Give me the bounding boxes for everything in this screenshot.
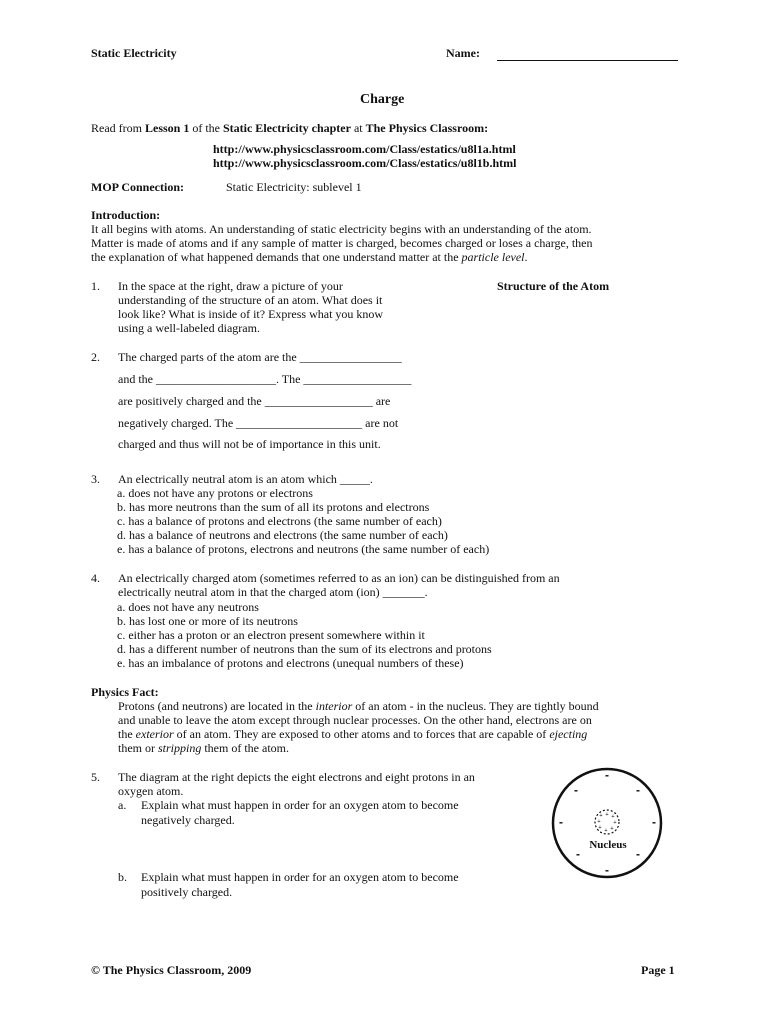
proton-8: + [599,813,603,819]
read-chapter: Static Electricity chapter [222,121,351,135]
read-from-line [91,121,488,135]
fact-l3a: the [118,727,136,741]
q5a-line-2: negatively charged. [141,813,235,827]
fact-l1a: Protons (and neutrons) are located in the [118,699,316,713]
proton-1: + [605,812,609,818]
fact-line-3 [118,727,587,741]
header-title: Static Electricity [91,46,177,60]
fact-l1c: of an atom - in the nucleus. They are tightly bound [352,699,599,713]
fact-heading: Physics Fact: [91,685,159,699]
q3-option-a: a. does not have any protons or electrons [117,486,313,500]
oxygen-atom-diagram [550,766,665,881]
electron-8: - [605,863,609,877]
electron-1: - [605,768,609,782]
intro-heading: Introduction: [91,208,161,222]
electron-2: - [574,783,578,797]
q3-option-e: e. has a balance of protons, electrons and neutrons (the same number of each) [117,542,490,556]
electron-3: - [636,783,640,797]
q4-option-b: b. has lost one or more of its neutrons [117,614,298,628]
proton-4: + [610,826,614,832]
q4-stem-2: electrically neutral atom in that the charged atom (ion) _______. [118,585,428,599]
q4-option-e: e. has an imbalance of protons and electrons (unequal numbers of these) [117,656,464,670]
q1-line-4: using a well-labeled diagram. [118,321,260,335]
fact-line-2: and unable to leave the atom except through nuclear processes. On the other hand, electrons are on [118,713,592,727]
q2-line-5: charged and thus will not be of importance in this unit. [118,437,381,451]
q2-line-2: and the ____________________. The __________________ [118,372,412,386]
electron-4: - [559,815,563,829]
q1-number: 1. [91,279,100,293]
q5-stem-2: oxygen atom. [118,784,184,798]
url-link-2[interactable]: http://www.physicsclassroom.com/Class/estatics/u8l1b.html [213,156,517,170]
electron-6: - [576,847,580,861]
q3-option-c: c. has a balance of protons and electrons (the same number of each) [117,514,442,528]
q3-option-d: d. has a balance of neutrons and electrons (the same number of each) [117,528,448,542]
q5-number: 5. [91,770,100,784]
mop-label: MOP Connection: [91,180,184,194]
fact-line-1 [118,699,599,713]
q4-number: 4. [91,571,100,585]
q3-number: 3. [91,472,100,486]
read-mid2: at [350,121,366,135]
proton-3: + [613,820,617,826]
q5b-line-1: Explain what must happen in order for an oxygen atom to become [141,870,459,884]
fact-stripping: stripping [158,741,202,755]
name-label: Name: [446,46,480,60]
read-prefix: Read from [91,121,145,135]
read-mid1: of the [189,121,223,135]
proton-5: + [604,828,608,834]
intro-line-1: It all begins with atoms. An understanding of static electricity begins with an understanding of the atom. [91,222,592,236]
intro-line-2: Matter is made of atoms and if any sample of matter is charged, becomes charged or loses a charge, then [91,236,593,250]
q4-stem-1: An electrically charged atom (sometimes referred to as an ion) can be distinguished from an [118,571,560,585]
q5b-line-2: positively charged. [141,885,233,899]
fact-l3c: of an atom. They are exposed to other atoms and to forces that are capable of [173,727,550,741]
fact-line-4 [118,741,289,755]
proton-2: + [611,814,615,820]
name-blank-line [497,60,678,61]
q5-stem-1: The diagram at the right depicts the eight electrons and eight protons in an [118,770,475,784]
url-link-1[interactable]: http://www.physicsclassroom.com/Class/estatics/u8l1a.html [213,142,516,156]
fact-interior: interior [315,699,353,713]
q4-option-c: c. either has a proton or an electron present somewhere within it [117,628,425,642]
proton-6: + [598,825,602,831]
q2-number: 2. [91,350,100,364]
intro-particle-level: particle level [461,250,525,264]
q2-line-4: negatively charged. The _____________________ are not [118,416,399,430]
proton-7: + [597,819,601,825]
q3-stem: An electrically neutral atom is an atom which _____. [118,472,373,486]
electron-5: - [652,815,656,829]
fact-ejecting: ejecting [549,727,588,741]
intro-line-3-text: the explanation of what happened demands that one understand matter at the [91,250,462,264]
atom-outer-circle [553,769,661,877]
footer-page-number: Page 1 [641,963,675,977]
q1-line-3: look like? What is inside of it? Express what you know [118,307,384,321]
fact-l4c: them of the atom. [201,741,289,755]
q1-line-2: understanding of the structure of an atom. What does it [118,293,383,307]
structure-heading: Structure of the Atom [497,279,610,293]
q4-option-a: a. does not have any neutrons [117,600,259,614]
intro-line-3-end: . [524,250,528,264]
fact-l4a: them or [118,741,158,755]
fact-exterior: exterior [135,727,174,741]
footer-copyright: © The Physics Classroom, 2009 [91,963,252,977]
read-lesson: Lesson 1 [144,121,190,135]
intro-line-3 [91,250,528,264]
mop-value: Static Electricity: sublevel 1 [226,180,362,194]
q4-option-d: d. has a different number of neutrons than the sum of its electrons and protons [117,642,492,656]
q5a-line-1: Explain what must happen in order for an oxygen atom to become [141,798,459,812]
page-title: Charge [360,92,405,107]
read-site: The Physics Classroom: [365,121,489,135]
nucleus-label: Nucleus [589,839,627,851]
q2-line-1: The charged parts of the atom are the _________________ [118,350,402,364]
q1-line-1: In the space at the right, draw a picture of your [118,279,343,293]
q5b-label: b. [118,870,127,884]
q2-line-3: are positively charged and the __________________ are [118,394,391,408]
q3-option-b: b. has more neutrons than the sum of all its protons and electrons [117,500,430,514]
electron-7: - [636,847,640,861]
q5a-label: a. [118,798,127,812]
